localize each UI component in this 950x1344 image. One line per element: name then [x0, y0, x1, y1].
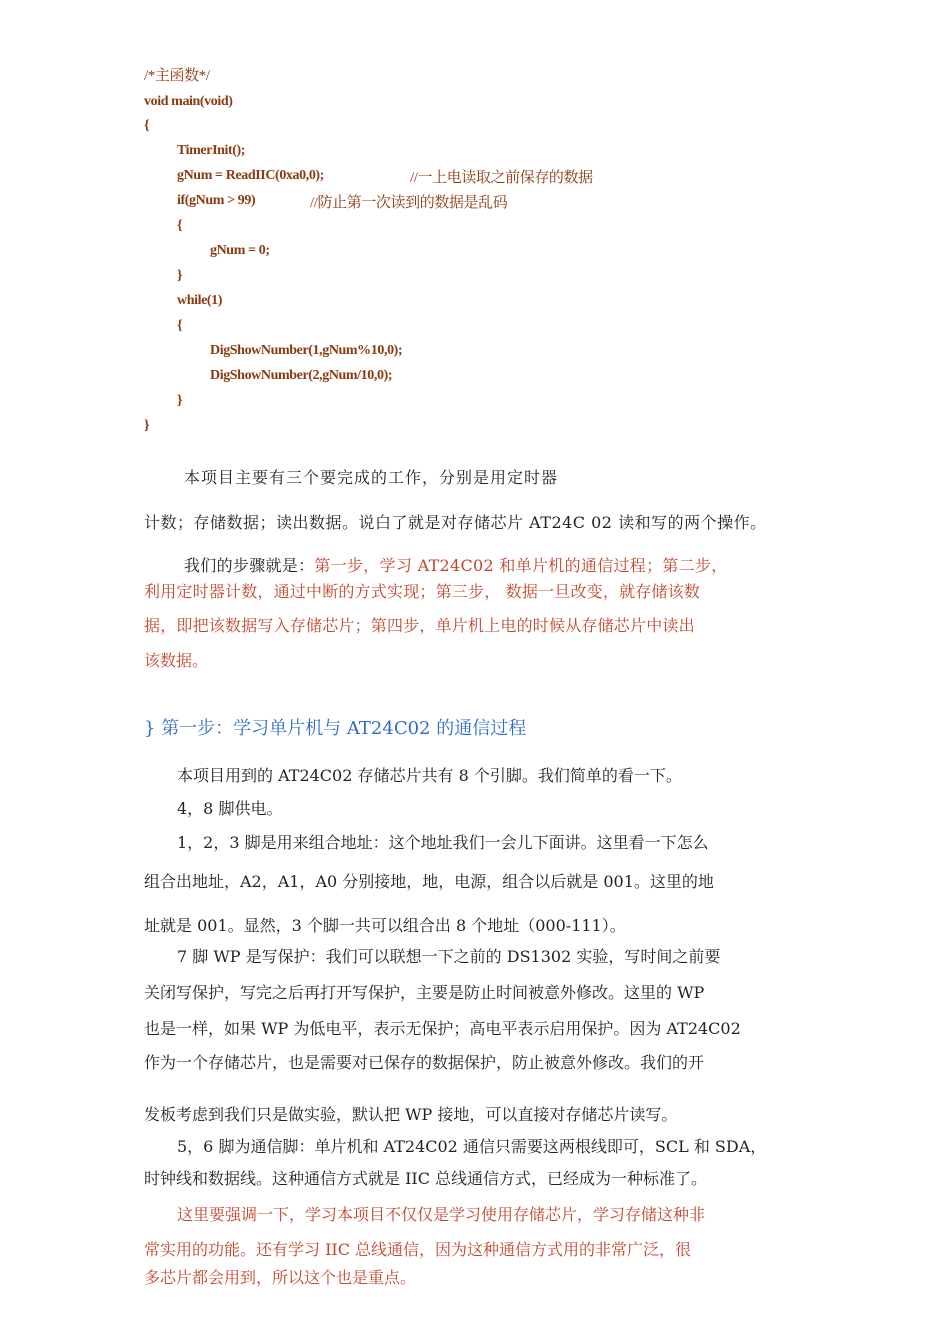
code-dig-show-1: DigShowNumber(1,gNum%10,0); — [210, 343, 403, 358]
body-p4-line-1: 7 脚 WP 是写保护：我们可以联想一下之前的 DS1302 实验，写时间之前要 — [177, 947, 721, 966]
body-p3-line-3: 址就是 001。显然，3 个脚一共可以组合出 8 个地址（000-111）。 — [144, 916, 626, 935]
body-p6-line-3: 多芯片都会用到，所以这个也是重点。 — [144, 1268, 417, 1287]
steps-lead: 我们的步骤就是： — [184, 556, 315, 575]
steps-line-4: 该数据。 — [144, 651, 209, 670]
code-while-open: { — [177, 318, 183, 333]
code-assign-zero: gNum = 0; — [210, 243, 270, 258]
section-title: 第一步：学习单片机与 AT24C02 的通信过程 — [161, 718, 527, 739]
code-if-open: { — [177, 218, 183, 233]
code-main-signature: void main(void) — [144, 94, 233, 109]
steps-line-2: 利用定时器计数，通过中断的方式实现；第三步， 数据一旦改变，就存储该数 — [144, 582, 701, 601]
body-p6-line-2: 常实用的功能。还有学习 IIC 总线通信，因为这种通信方式用的非常广泛，很 — [144, 1240, 692, 1259]
body-p4-line-5: 发板考虑到我们只是做实验，默认把 WP 接地，可以直接对存储芯片读写。 — [144, 1105, 678, 1124]
body-p5-line-2: 时钟线和数据线。这种通信方式就是 IIC 总线通信方式，已经成为一种标准了。 — [144, 1169, 708, 1188]
body-p6-line-1: 这里要强调一下，学习本项目不仅仅是学习使用存储芯片，学习存储这种非 — [177, 1205, 706, 1224]
body-p5-line-1: 5，6 脚为通信脚：单片机和 AT24C02 通信只需要这两根线即可，SCL 和 SDA， — [177, 1137, 767, 1156]
body-p4-line-4: 作为一个存储芯片，也是需要对已保存的数据保护，防止被意外修改。我们的开 — [144, 1053, 705, 1072]
body-p4-line-3: 也是一样，如果 WP 为低电平，表示无保护；高电平表示启用保护。因为 AT24C02 — [144, 1019, 741, 1038]
body-p3-line-1: 1，2，3 脚是用来组合地址：这个地址我们一会儿下面讲。这里看一下怎么 — [177, 833, 709, 852]
code-if-close: } — [177, 268, 183, 283]
code-if-comment: //防止第一次读到的数据是乱码 — [310, 195, 508, 211]
code-open-brace: { — [144, 118, 150, 133]
body-p1: 本项目用到的 AT24C02 存储芯片共有 8 个引脚。我们简单的看一下。 — [177, 766, 682, 785]
code-while-line: while(1) — [177, 293, 223, 308]
steps-line-3: 据，即把该数据写入存储芯片；第四步，单片机上电的时候从存储芯片中读出 — [144, 616, 695, 635]
code-close-brace: } — [144, 418, 150, 433]
code-read-iic: gNum = ReadIIC(0xa0,0); — [177, 168, 324, 183]
code-read-iic-comment: //一上电读取之前保存的数据 — [410, 170, 593, 186]
body-p3-line-2: 组合出地址，A2，A1，A0 分别接地，地，电源，组合以后就是 001。这里的地 — [144, 872, 714, 891]
code-while-close: } — [177, 393, 183, 408]
code-if-line: if(gNum > 99) — [177, 193, 256, 208]
section-bullet-icon: } — [144, 718, 156, 739]
code-timer-init: TimerInit(); — [177, 143, 246, 158]
code-dig-show-2: DigShowNumber(2,gNum/10,0); — [210, 368, 393, 383]
intro-line-2: 计数；存储数据；读出数据。说白了就是对存储芯片 AT24C 02 读和写的两个操作。 — [144, 513, 767, 532]
code-comment-main: /*主函数*/ — [144, 68, 210, 84]
body-p4-line-2: 关闭写保护，写完之后再打开写保护，主要是防止时间被意外修改。这里的 WP — [144, 983, 705, 1002]
section-heading — [144, 714, 526, 740]
body-p2: 4，8 脚供电。 — [177, 799, 283, 818]
steps-line-1-text: 第一步，学习 AT24C02 和单片机的通信过程；第二步， — [314, 556, 728, 575]
intro-line-1: 本项目主要有三个要完成的工作，分别是用定时器 — [184, 468, 559, 487]
steps-line-1 — [184, 553, 728, 576]
